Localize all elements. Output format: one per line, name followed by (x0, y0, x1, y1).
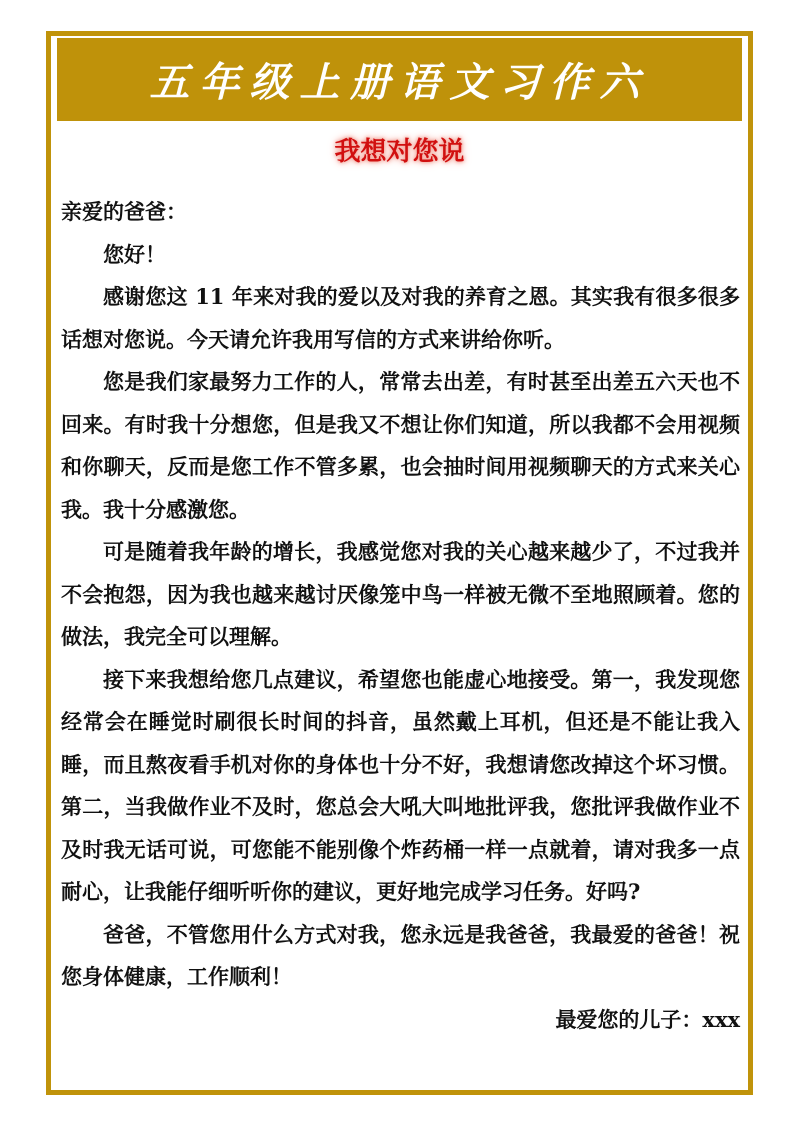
paragraph-1: 感谢您这 11 年来对我的爱以及对我的养育之恩。其实我有很多很多话想对您说。今天请允许我用写信的方式来讲给你听。 (61, 284, 740, 352)
paragraph-2: 您是我们家最努力工作的人，常常去出差，有时甚至出差五六天也不回来。有时我十分想您，但是我又不想让你们知道，所以我都不会用视频和你聊天，反而是您工作不管多累，也会抽时间用视频聊天的方式来关心我。我十分感激您。 (61, 369, 740, 522)
letter-body (61, 191, 740, 1041)
paragraph-3: 可是随着我年龄的增长，我感觉您对我的关心越来越少了，不过我并不会抱怨，因为我也越来越讨厌像笼中鸟一样被无微不至地照顾着。您的做法，我完全可以理解。 (61, 539, 740, 649)
salutation: 亲爱的爸爸： (61, 199, 187, 224)
page-frame (46, 31, 753, 1095)
essay-subtitle: 我想对您说 (334, 137, 465, 167)
greeting: 您好！ (103, 241, 166, 267)
title-banner (57, 38, 742, 121)
page-title: 五年级上册语文习作六 (149, 59, 650, 106)
paragraph-5: 爸爸，不管您用什么方式对我，您永远是我爸爸，我最爱的爸爸！祝您身体健康，工作顺利！ (61, 921, 740, 989)
paragraph-4: 接下来我想给您几点建议，希望您也能虚心地接受。第一，我发现您经常会在睡觉时刷很长时间的抖音，虽然戴上耳机，但还是不能让我入睡，而且熬夜看手机对你的身体也十分不好，我想请您改掉这个坏习惯。第二，当我做作业不及时，您总会大吼大叫地批评我，您批评我做作业不及时我无话可说，可您能不能别像个炸药桶一样一点就着，请对我多一点耐心，让我能仔细听听你的建议，更好地完成学习任务。好吗? (61, 666, 740, 904)
signature: 最爱您的儿子：xxx (555, 1006, 740, 1032)
